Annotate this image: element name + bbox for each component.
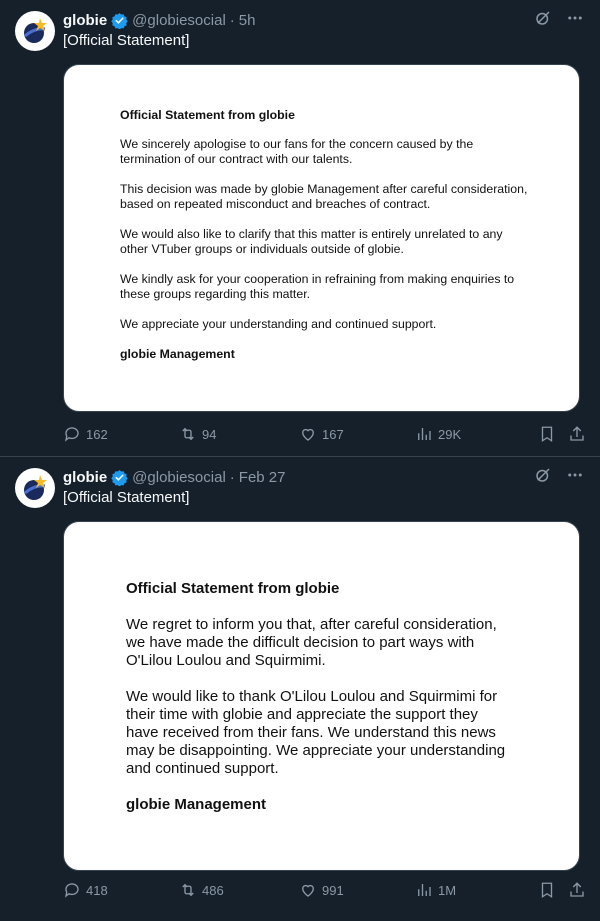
like-button[interactable]	[299, 425, 415, 443]
view-count: 1M	[438, 882, 457, 898]
document-paragraph: We appreciate your understanding and continued support.	[120, 317, 437, 331]
document-paragraph: We regret to inform you that, after careful consideration, we have made the difficult decision to part ways with O'Lilou Loulou and Squirmimi.	[126, 616, 497, 669]
tweet-text: [Official Statement]	[63, 489, 190, 506]
action-bar	[63, 880, 586, 900]
grok-icon[interactable]	[534, 9, 552, 27]
like-button[interactable]	[299, 881, 415, 899]
avatar[interactable]	[15, 11, 55, 51]
reply-count: 162	[86, 426, 108, 442]
document-signature: globie Management	[126, 796, 267, 813]
document-title: Official Statement from globie	[120, 108, 295, 122]
retweet-icon	[179, 881, 197, 899]
document-paragraph: We kindly ask for your cooperation in refraining from making enquiries to these groups regarding this matter.	[120, 272, 515, 301]
handle[interactable]: @globiesocial	[132, 468, 226, 486]
separator-dot: ·	[229, 468, 235, 486]
document-paragraph: This decision was made by globie Management after careful consideration, based on repeated misconduct and breaches of contract.	[120, 182, 528, 211]
globe-logo-icon	[18, 14, 52, 48]
views-icon	[415, 881, 433, 899]
bookmark-icon[interactable]	[538, 425, 556, 443]
tweet-header	[63, 466, 584, 488]
more-icon[interactable]	[566, 9, 584, 27]
share-icon[interactable]	[568, 425, 586, 443]
view-count: 29K	[438, 426, 462, 442]
handle[interactable]: @globiesocial	[132, 11, 226, 29]
document-paragraph: We would also like to clarify that this matter is entirely unrelated to any other VTuber groups or individuals outside of globie.	[120, 227, 503, 256]
tweet[interactable]	[0, 457, 600, 921]
retweet-count: 486	[202, 882, 224, 898]
display-name[interactable]: globie	[63, 468, 108, 486]
tweet[interactable]	[0, 0, 600, 457]
action-bar	[63, 424, 586, 444]
document-title: Official Statement from globie	[126, 580, 340, 597]
reply-button[interactable]	[63, 425, 179, 443]
tweet-text: [Official Statement]	[63, 32, 190, 49]
timestamp[interactable]: Feb 27	[238, 468, 286, 486]
tweet-header	[63, 9, 584, 31]
reply-icon	[63, 881, 81, 899]
media-image[interactable]	[63, 521, 580, 871]
document-signature: globie Management	[120, 347, 235, 361]
like-icon	[299, 881, 317, 899]
verified-badge-icon	[111, 12, 128, 29]
document-paragraph: We sincerely apologise to our fans for the concern caused by the termination of our contract with our talents.	[120, 137, 474, 166]
separator-dot: ·	[229, 11, 235, 29]
views-button[interactable]	[415, 881, 527, 899]
views-button[interactable]	[415, 425, 527, 443]
more-icon[interactable]	[566, 466, 584, 484]
reply-icon	[63, 425, 81, 443]
views-icon	[415, 425, 433, 443]
bookmark-icon[interactable]	[538, 881, 556, 899]
document-paragraph: We would like to thank O'Lilou Loulou and Squirmimi for their time with globie and appreciate the support they have received from their fans. We understand this news may be disappointing. We appreciate your understanding and continued support.	[126, 688, 506, 777]
reply-button[interactable]	[63, 881, 179, 899]
retweet-icon	[179, 425, 197, 443]
retweet-button[interactable]	[179, 425, 299, 443]
reply-count: 418	[86, 882, 108, 898]
timestamp[interactable]: 5h	[238, 11, 256, 29]
like-count: 991	[322, 882, 344, 898]
grok-icon[interactable]	[534, 466, 552, 484]
avatar[interactable]	[15, 468, 55, 508]
retweet-count: 94	[202, 426, 217, 442]
like-icon	[299, 425, 317, 443]
display-name[interactable]: globie	[63, 11, 108, 29]
share-icon[interactable]	[568, 881, 586, 899]
media-image[interactable]	[63, 64, 580, 412]
globe-logo-icon	[18, 471, 52, 505]
verified-badge-icon	[111, 469, 128, 486]
like-count: 167	[322, 426, 344, 442]
retweet-button[interactable]	[179, 881, 299, 899]
